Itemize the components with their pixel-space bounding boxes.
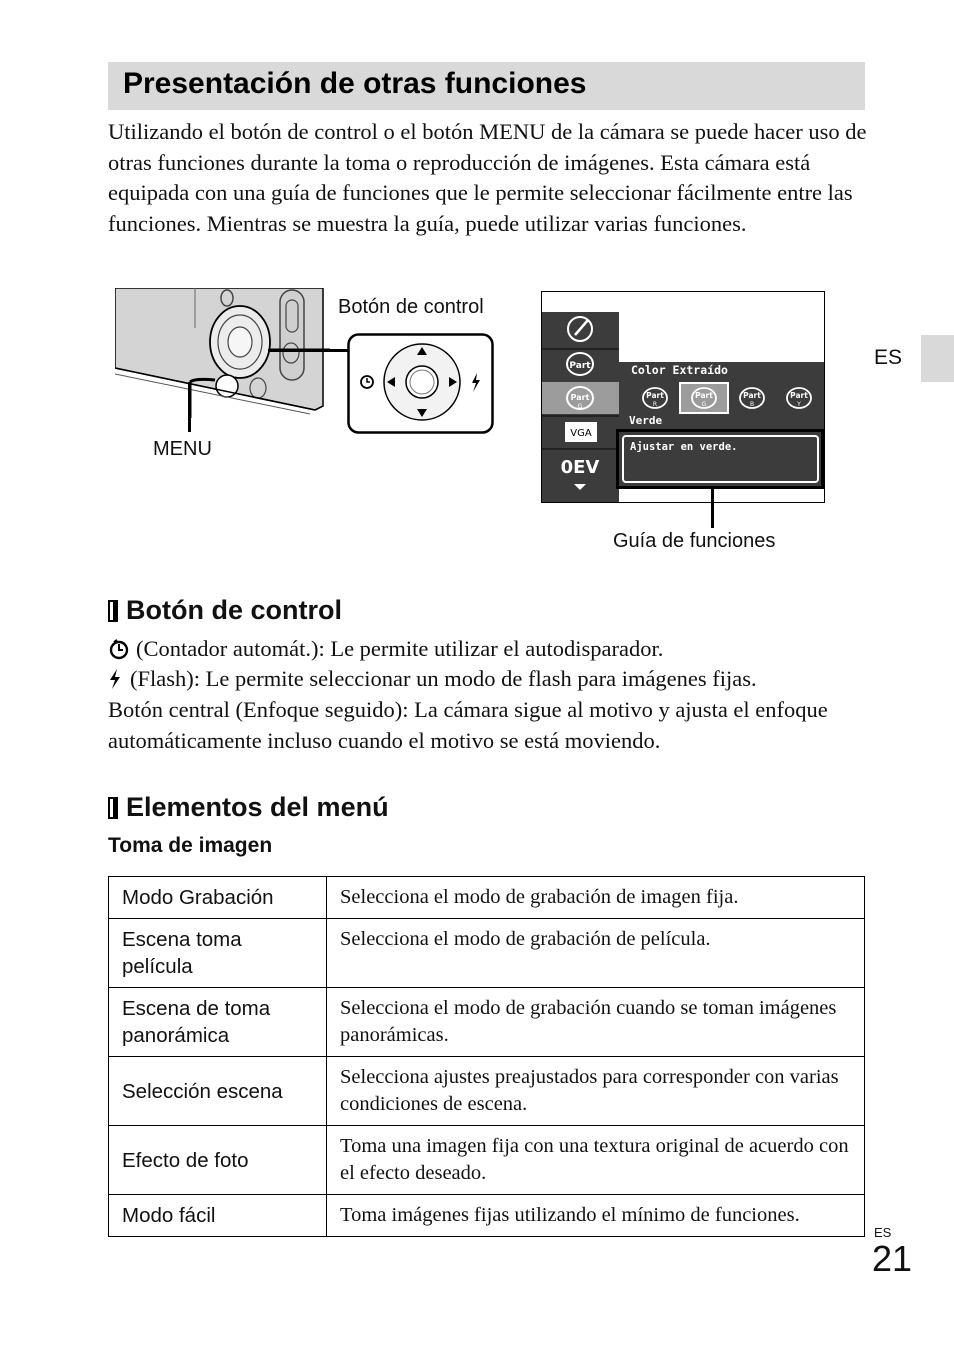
svg-text:Part: Part [646, 391, 664, 400]
svg-text:G: G [701, 401, 707, 408]
svg-text:Y: Y [797, 401, 801, 408]
menu-item-name: Efecto de foto [109, 1126, 327, 1195]
menu-item-desc: Selecciona el modo de grabación cuando se toman imágenes panorámicas. [327, 988, 865, 1057]
control-line-1 [108, 634, 868, 665]
label-control-button: Botón de control [338, 296, 484, 318]
camera-screen [541, 291, 825, 503]
table-row [109, 877, 865, 919]
exposure-icon [561, 457, 600, 478]
table-row [109, 919, 865, 988]
side-tab [921, 335, 954, 382]
svg-text:Part: Part [743, 391, 761, 400]
label-menu: MENU [153, 438, 212, 460]
control-line-2-text: (Flash): Le permite seleccionar un modo de flash para imágenes fijas. [130, 666, 757, 691]
section-heading-menu-text: Elementos del menú [126, 792, 389, 822]
menu-item-desc: Toma una imagen fija con una textura original de acuerdo con el efecto deseado. [327, 1126, 865, 1195]
section-marker [108, 797, 118, 819]
control-line-2 [108, 664, 868, 695]
part-b-icon [740, 388, 764, 408]
menu-item-desc: Selecciona ajustes preajustados para corresponder con varias condiciones de escena. [327, 1057, 865, 1126]
control-pad [347, 333, 495, 435]
table-row [109, 1195, 865, 1237]
part-color-icon [567, 353, 593, 375]
page-number: 21 [872, 1238, 913, 1279]
menu-item-name: Escena de toma panorámica [109, 988, 327, 1057]
svg-text:Part: Part [790, 391, 808, 400]
control-pointer [268, 349, 350, 352]
menu-items-table [108, 876, 865, 1237]
intro-paragraph: Utilizando el botón de control o el botón MENU de la cámara se puede hacer uso de otras funciones durante la toma o reproducción de imágenes. Esta cámara está equipada con una guía de funciones que le permite seleccionar fácilmente entre las funciones. Mientras se muestra la guía, puede utilizar varias funciones. [108, 119, 867, 236]
svg-text:Part: Part [570, 393, 590, 402]
table-row [109, 1057, 865, 1126]
section-heading-control-text: Botón de control [126, 595, 342, 625]
page-title: Presentación de otras funciones [123, 67, 587, 100]
svg-text:B: B [749, 401, 755, 408]
menu-item-name: Escena toma película [109, 919, 327, 988]
menu-item-name: Modo fácil [109, 1195, 327, 1237]
image-size-icon [565, 422, 597, 442]
menu-item-desc: Selecciona el modo de grabación de película. [327, 919, 865, 988]
svg-text:R: R [652, 401, 658, 408]
table-row [109, 1126, 865, 1195]
label-function-guide: Guía de funciones [613, 530, 776, 552]
menu-item-name: Modo Grabación [109, 877, 327, 919]
table-row [109, 988, 865, 1057]
selected-label: Verde [629, 414, 663, 427]
menu-title: Color Extraído [631, 363, 728, 377]
menu-pointer [188, 382, 191, 432]
self-timer-icon [108, 638, 130, 660]
svg-text:Part: Part [569, 361, 591, 371]
svg-text:Part: Part [695, 391, 713, 400]
guide-text: Ajustar en verde. [630, 441, 738, 453]
part-r-icon [643, 388, 667, 408]
section-heading-control [108, 595, 342, 626]
section-heading-menu [108, 792, 389, 823]
screen-top-white [542, 292, 619, 312]
section-marker [108, 600, 118, 622]
subheading-shooting: Toma de imagen [108, 834, 273, 857]
flash-icon [108, 668, 122, 690]
control-line-1-text: (Contador automát.): Le permite utilizar el autodisparador. [136, 636, 664, 661]
control-line-3: Botón central (Enfoque seguido): La cámara sigue al motivo y ajusta el enfoque automáticamente incluso cuando el motivo se está moviendo. [108, 697, 828, 753]
footer-lang: ES [874, 1225, 892, 1240]
menu-item-desc: Selecciona el modo de grabación de imagen fija. [327, 877, 865, 919]
part-g-icon [692, 388, 716, 408]
part-color-selected-icon [567, 387, 593, 410]
title-bar [108, 62, 865, 110]
svg-text:G: G [577, 403, 583, 410]
side-tab-label: ES [874, 346, 903, 369]
menu-item-name: Selección escena [109, 1057, 327, 1126]
paint-brush-icon [568, 317, 592, 341]
svg-text:0EV: 0EV [560, 457, 600, 478]
menu-item-desc: Toma imágenes fijas utilizando el mínimo de funciones. [327, 1195, 865, 1237]
camera-illustration [115, 288, 330, 418]
svg-text:VGA: VGA [570, 428, 592, 439]
part-y-icon [787, 388, 811, 408]
guide-pointer [711, 488, 714, 528]
